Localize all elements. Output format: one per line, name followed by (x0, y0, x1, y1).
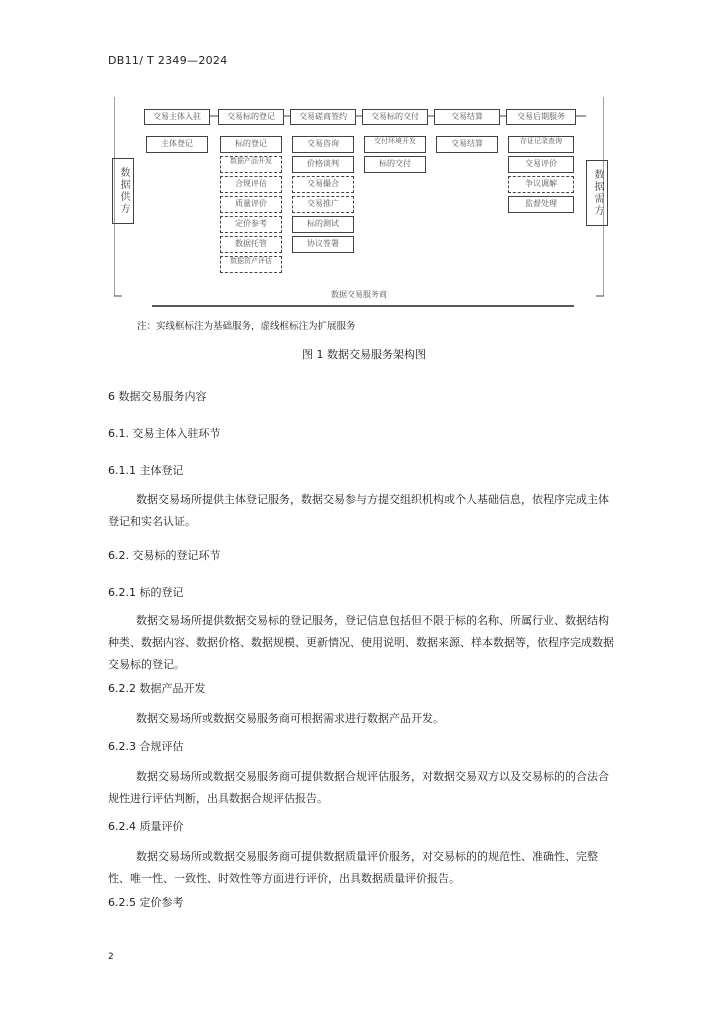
section-heading: 6.2.4 质量评价 (108, 820, 184, 833)
data-demander-label: 数据需方 (592, 169, 603, 217)
service-box: 交易撮合 (292, 176, 354, 193)
data-supplier-box (112, 158, 134, 224)
service-box: 标的交付 (364, 156, 426, 173)
service-box: 争议调解 (508, 176, 574, 193)
architecture-diagram (114, 92, 604, 316)
service-box: 质量评价 (220, 196, 282, 213)
section-heading: 6.1.1 主体登记 (108, 464, 184, 477)
data-demander-box (586, 160, 608, 226)
service-box: 主体登记 (146, 136, 208, 153)
service-box: 监督处理 (508, 196, 574, 213)
section-heading: 6.1. 交易主体入驻环节 (108, 427, 221, 440)
section-heading: 6.2.5 定价参考 (108, 896, 184, 909)
service-box: 交付环境开发 (364, 136, 426, 153)
stage-title-3: 交易磋商签约 (290, 109, 356, 125)
service-box: 合规评估 (220, 176, 282, 193)
paragraph: 数据交易场所提供主体登记服务，数据交易参与方提交组织机构或个人基础信息，依程序完成主体登记和实名认证。 (108, 493, 609, 528)
section-heading: 6.2.3 合规评估 (108, 740, 184, 753)
service-box: 交易推广 (292, 196, 354, 213)
service-provider-label: 数据交易服务商 (331, 290, 387, 299)
paragraph: 数据交易场所或数据交易服务商可根据需求进行数据产品开发。 (136, 712, 444, 725)
stage-title-2: 交易标的登记 (218, 109, 284, 125)
document-code: DB11/ T 2349—2024 (108, 54, 228, 67)
service-box: 协议签署 (292, 236, 354, 253)
section-heading: 6.2.2 数据产品开发 (108, 682, 206, 695)
service-box: 交易咨询 (292, 136, 354, 153)
section-heading: 6 数据交易服务内容 (108, 390, 207, 403)
service-box: 价格谈判 (292, 156, 354, 173)
page-number: 2 (108, 952, 114, 962)
service-box: 标的测试 (292, 216, 354, 233)
service-box: 数据资产评估 (220, 256, 282, 273)
paragraph: 数据交易场所或数据交易服务商可提供数据合规评估服务，对数据交易双方以及交易标的的合法合规性进行评估判断，出具数据合规评估报告。 (108, 770, 609, 805)
figure-caption: 图 1 数据交易服务架构图 (302, 348, 426, 361)
service-box: 交易结算 (436, 136, 498, 153)
service-box: 标的登记 (220, 136, 282, 153)
service-box: 交易评价 (508, 156, 574, 173)
section-heading: 6.2. 交易标的登记环节 (108, 549, 221, 562)
service-box: 存证记录查询 (508, 136, 574, 153)
service-box: 数据产品开发 (220, 156, 282, 173)
stage-title-5: 交易结算 (434, 109, 500, 125)
data-supplier-label: 数据供方 (118, 167, 129, 215)
service-box: 数据托管 (220, 236, 282, 253)
stage-title-4: 交易标的交付 (362, 109, 428, 125)
stage-title-1: 交易主体入驻 (144, 109, 210, 125)
paragraph: 数据交易场所或数据交易服务商可提供数据质量评价服务，对交易标的的规范性、准确性、完整性、唯一性、一致性、时效性等方面进行评价，出具数据质量评价报告。 (108, 850, 598, 885)
diagram-note: 注：实线框标注为基础服务，虚线框标注为扩展服务 (137, 321, 356, 332)
section-heading: 6.2.1 标的登记 (108, 586, 184, 599)
service-box: 定价参考 (220, 216, 282, 233)
paragraph: 数据交易场所提供数据交易标的登记服务，登记信息包括但不限于标的名称、所属行业、数据结构种类、数据内容、数据价格、数据规模、更新情况、使用说明、数据来源、样本数据等，依程序完成数据交易标的登记。 (108, 614, 614, 671)
stage-title-6: 交易后期服务 (506, 109, 576, 125)
